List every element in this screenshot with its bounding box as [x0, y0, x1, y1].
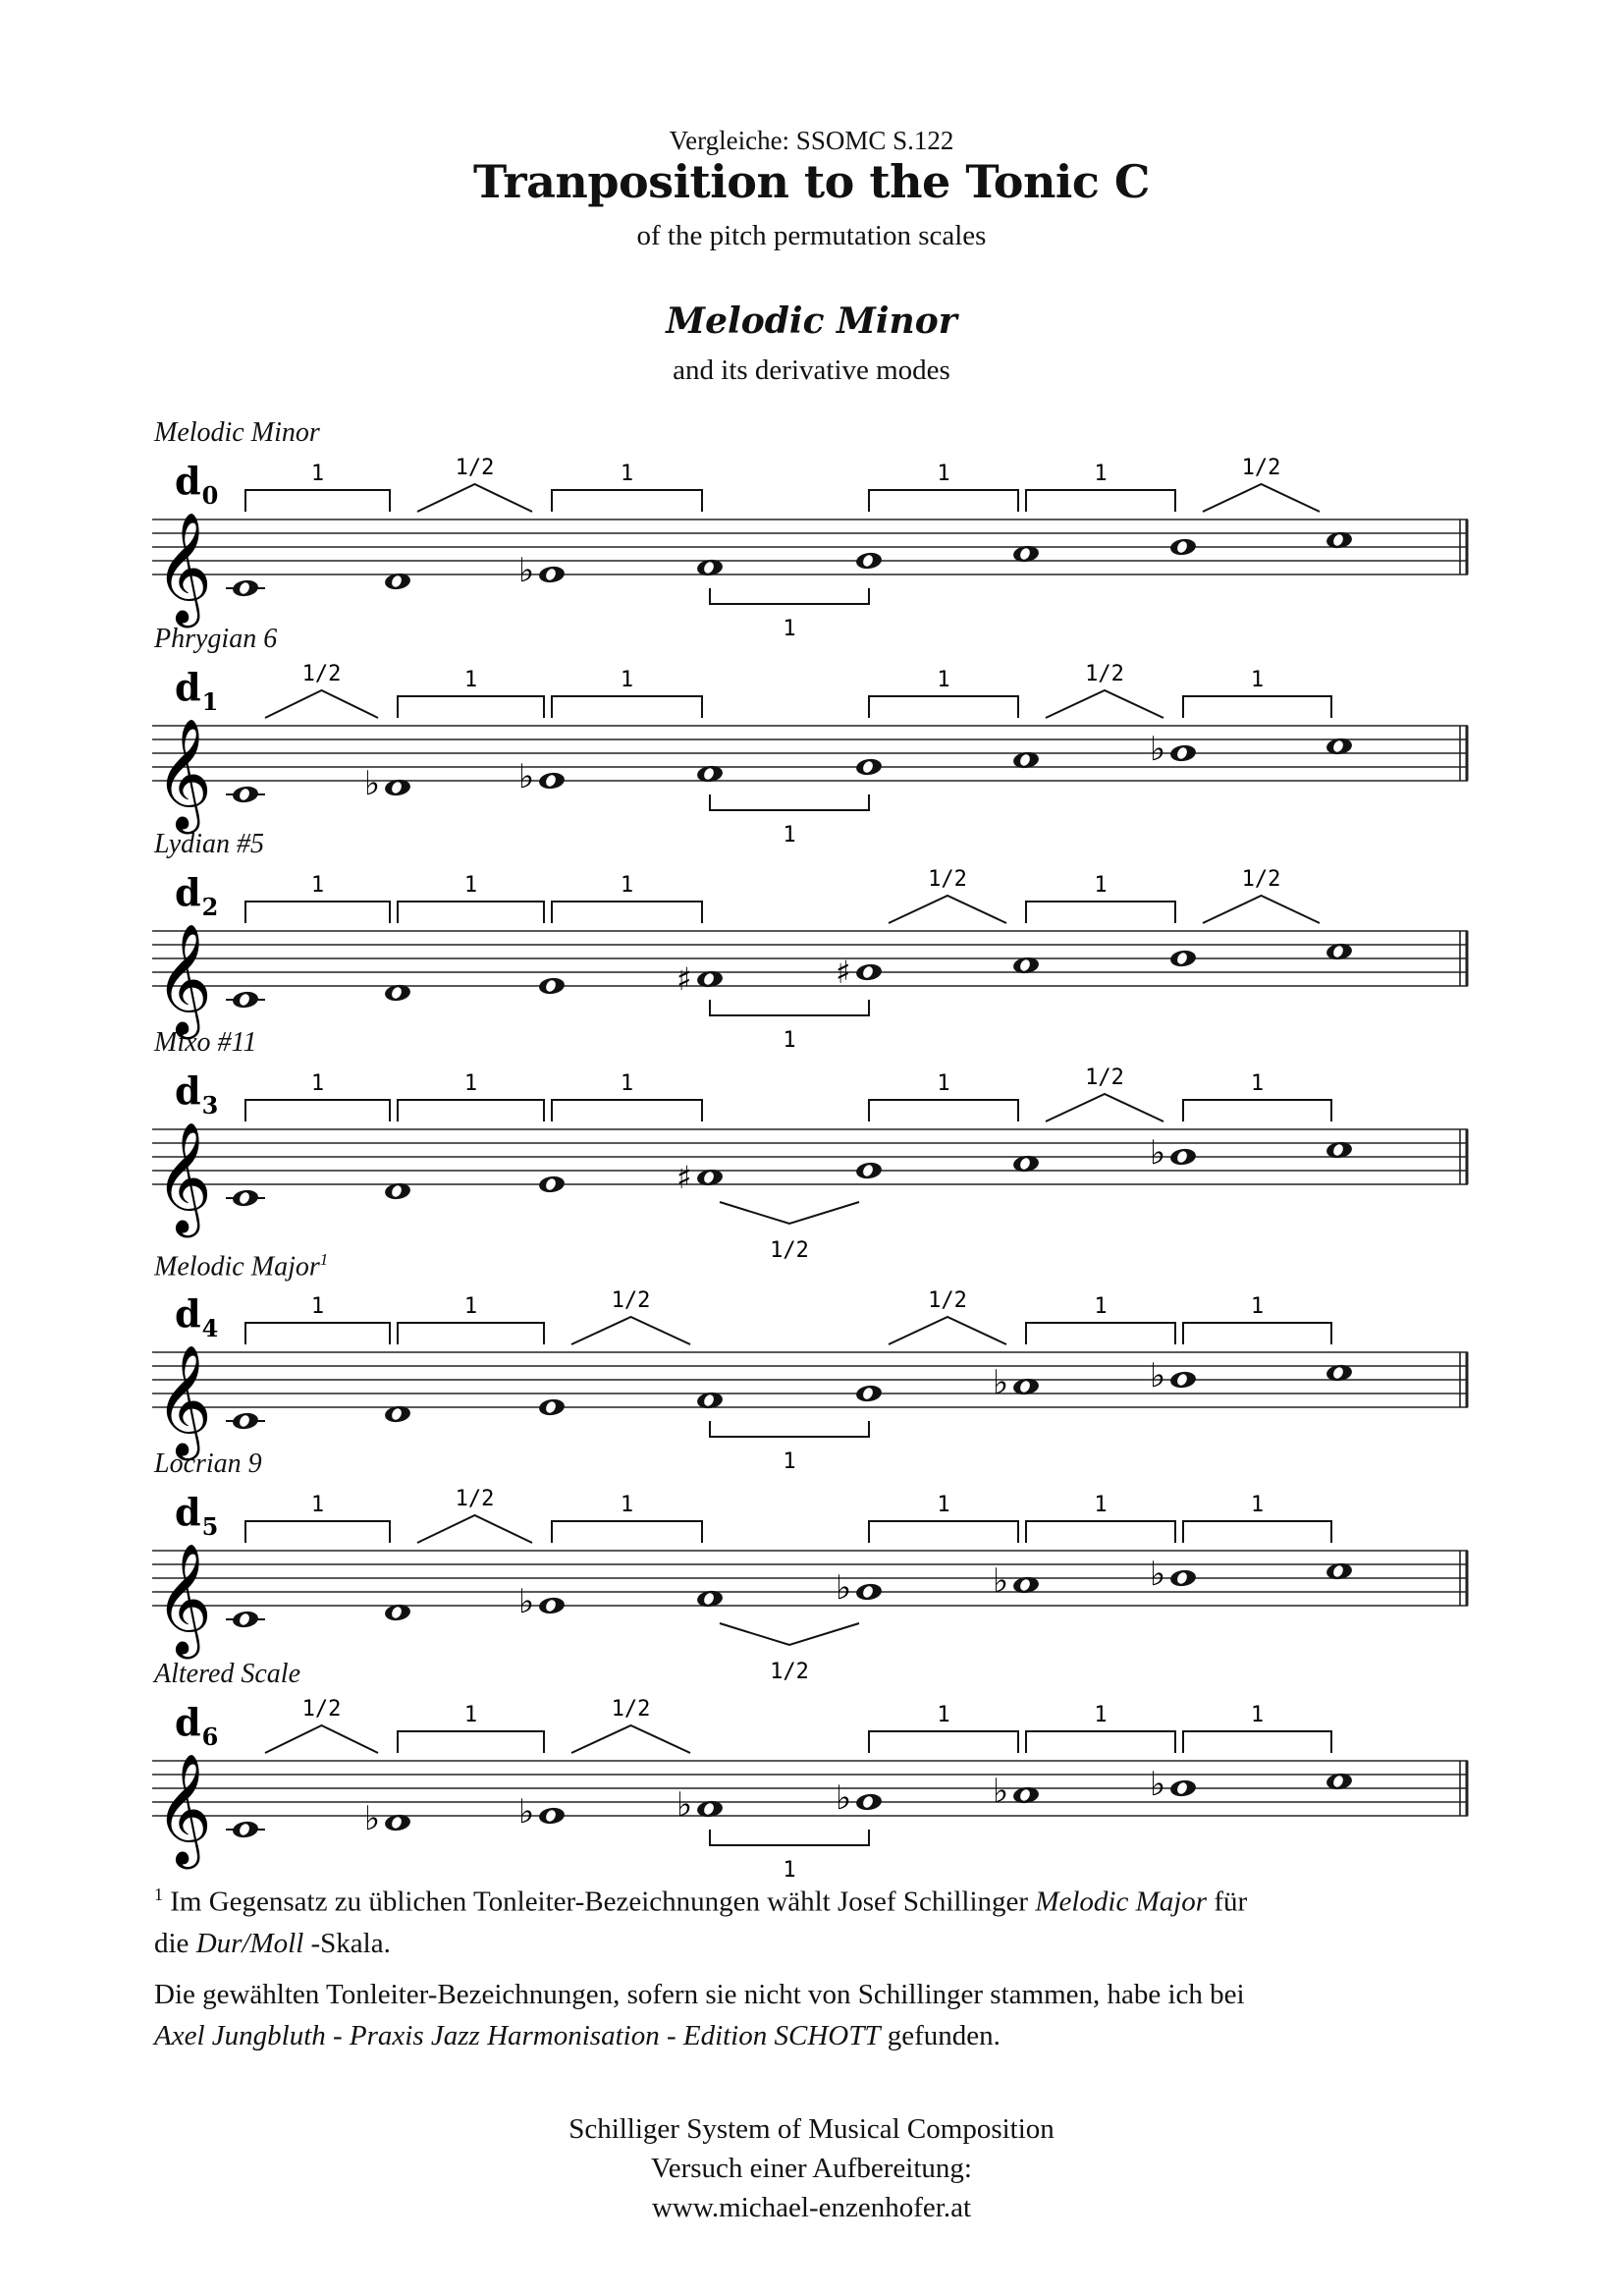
interval-bracket	[417, 1487, 532, 1543]
permutation-index: $d_3$	[175, 1068, 219, 1120]
svg-text:1/2: 1/2	[928, 1288, 967, 1313]
svg-text:1: 1	[783, 823, 796, 847]
permutation-index: $d_2$	[175, 870, 219, 921]
svg-text:1/2: 1/2	[301, 1697, 342, 1722]
whole-note	[1169, 537, 1197, 556]
svg-text:1: 1	[620, 668, 634, 692]
interval-bracket	[1183, 1071, 1331, 1121]
page-footer	[0, 2109, 1623, 2227]
interval-bracket	[869, 462, 1018, 512]
svg-text:1/2: 1/2	[455, 456, 495, 480]
flat-icon: ♭	[364, 764, 381, 803]
flat-icon: ♭	[518, 757, 535, 796]
footer-website[interactable]: www.michael-enzenhofer.at	[651, 2192, 972, 2223]
scale-name-label: Melodic Minor	[154, 417, 320, 448]
page-title: Tranposition to the Tonic C	[472, 155, 1151, 208]
whole-note	[226, 1411, 265, 1430]
whole-note	[676, 1785, 724, 1825]
footer-line-1: Schilliger System of Musical Composition	[568, 2113, 1055, 2145]
interval-bracket	[417, 456, 532, 512]
interval-bracket	[1026, 1294, 1175, 1344]
whole-note	[538, 1175, 566, 1193]
interval-bracket	[552, 873, 702, 923]
flat-icon: ♭	[836, 1568, 852, 1608]
svg-text:1: 1	[783, 1449, 796, 1474]
interval-bracket	[720, 1623, 859, 1684]
interval-bracket	[869, 668, 1018, 718]
interval-bracket	[1183, 1493, 1331, 1543]
whole-note	[364, 764, 411, 803]
permutation-index: $d_1$	[175, 665, 219, 716]
whole-note	[518, 1792, 566, 1831]
whole-note	[1150, 730, 1197, 769]
interval-bracket	[245, 1493, 390, 1543]
svg-text:1: 1	[310, 1294, 325, 1319]
scale-name-label: Mixo #11	[154, 1027, 257, 1058]
whole-note	[538, 976, 566, 995]
footnote	[154, 1874, 1480, 2056]
flat-icon: ♭	[518, 551, 535, 590]
interval-bracket	[1183, 1294, 1331, 1344]
section-subtitle: and its derivative modes	[673, 355, 950, 386]
treble-clef-icon: 𝄞	[155, 923, 212, 1035]
treble-clef-icon: 𝄞	[155, 512, 212, 624]
svg-text:1: 1	[310, 1071, 325, 1096]
treble-clef-icon: 𝄞	[155, 1543, 212, 1655]
sharp-icon: ♯	[676, 960, 692, 998]
staff-system	[152, 1487, 1468, 1684]
scale-name-label: Altered Scale	[154, 1659, 301, 1689]
svg-text:1/2: 1/2	[455, 1487, 495, 1511]
source-note: Die gewählten Tonleiter-Bezeichnungen, sofern sie nicht von Schillinger stammen, habe ich bei Axel Jungbluth - Praxis Jazz Harmonisation - Edition SCHOTT gefunden.	[154, 1978, 1245, 2051]
svg-text:1: 1	[1250, 1071, 1265, 1096]
svg-text:1/2: 1/2	[611, 1697, 651, 1722]
svg-text:1: 1	[310, 462, 325, 486]
svg-text:1: 1	[783, 1858, 796, 1883]
interval-bracket	[1203, 867, 1320, 923]
interval-bracket	[571, 1288, 690, 1344]
svg-text:1: 1	[620, 462, 634, 486]
whole-note	[993, 1772, 1040, 1811]
interval-bracket	[1026, 1703, 1175, 1753]
svg-text:1: 1	[1250, 668, 1265, 692]
svg-text:1/2: 1/2	[770, 1238, 809, 1263]
svg-text:1/2: 1/2	[1241, 456, 1281, 480]
whole-note	[226, 578, 265, 597]
flat-icon: ♭	[993, 1363, 1009, 1402]
flat-icon: ♭	[1150, 1133, 1166, 1173]
whole-note	[518, 551, 566, 590]
footnote-line-1: $^1$ Im Gegensatz zu üblichen Tonleiter-Bezeichnungen wählt Josef Schillinger Melodic Major für	[154, 1885, 1248, 1918]
flat-icon: ♭	[1150, 1356, 1166, 1395]
svg-text:1: 1	[937, 1493, 950, 1517]
sharp-icon: ♯	[836, 954, 851, 991]
svg-text:1: 1	[783, 617, 796, 641]
whole-note	[538, 1397, 566, 1416]
svg-text:1: 1	[310, 873, 325, 898]
staff-system	[152, 662, 1468, 847]
interval-bracket	[552, 462, 702, 512]
whole-note	[1150, 1133, 1197, 1173]
treble-clef-icon: 𝄞	[155, 1121, 212, 1233]
interval-bracket	[710, 588, 869, 641]
interval-bracket	[1046, 662, 1163, 718]
flat-icon: ♭	[1150, 1765, 1166, 1804]
treble-clef-icon: 𝄞	[155, 1344, 212, 1456]
whole-note	[1169, 949, 1197, 967]
svg-text:1/2: 1/2	[770, 1660, 809, 1684]
whole-note	[993, 1363, 1040, 1402]
interval-bracket	[1183, 1703, 1331, 1753]
whole-note	[364, 1799, 411, 1838]
staff-system	[152, 456, 1468, 641]
svg-text:1: 1	[620, 873, 634, 898]
whole-note	[226, 1188, 265, 1207]
whole-note	[855, 1384, 883, 1402]
interval-bracket	[265, 662, 378, 718]
svg-text:1: 1	[463, 873, 478, 898]
whole-note	[226, 785, 265, 803]
permutation-index: $d_6$	[175, 1700, 219, 1751]
flat-icon: ♭	[1150, 730, 1166, 769]
whole-note	[855, 1161, 883, 1179]
interval-bracket	[889, 867, 1006, 923]
svg-text:1: 1	[463, 668, 478, 692]
whole-note	[1150, 1356, 1197, 1395]
scale-name-label: Lydian #5	[154, 829, 264, 859]
svg-text:1: 1	[1094, 1294, 1108, 1319]
svg-text:1: 1	[937, 1071, 950, 1096]
interval-bracket	[869, 1071, 1018, 1121]
sharp-icon: ♯	[676, 1159, 692, 1196]
section-title: Melodic Minor	[666, 301, 957, 342]
whole-note	[518, 757, 566, 796]
interval-bracket	[1026, 1493, 1175, 1543]
interval-bracket	[398, 873, 544, 923]
whole-note	[676, 960, 724, 998]
interval-bracket	[889, 1288, 1006, 1344]
permutation-index: $d_4$	[175, 1291, 219, 1342]
staff-system	[152, 1697, 1468, 1883]
whole-note	[836, 1568, 883, 1608]
flat-icon: ♭	[518, 1792, 535, 1831]
svg-text:1: 1	[937, 1703, 950, 1727]
svg-text:1: 1	[620, 1071, 634, 1096]
whole-note	[676, 1159, 724, 1196]
staff-system	[152, 1066, 1468, 1263]
flat-icon: ♭	[364, 1799, 381, 1838]
interval-bracket	[1026, 873, 1175, 923]
whole-note	[518, 1582, 566, 1621]
treble-clef-icon: 𝄞	[155, 718, 212, 830]
svg-text:1/2: 1/2	[1085, 1066, 1124, 1090]
interval-bracket	[869, 1703, 1018, 1753]
interval-bracket	[1183, 668, 1331, 718]
svg-text:1: 1	[310, 1493, 325, 1517]
whole-note	[226, 1610, 265, 1628]
svg-text:1: 1	[463, 1071, 478, 1096]
staff-system	[152, 867, 1468, 1053]
flat-icon: ♭	[1150, 1555, 1166, 1594]
interval-bracket	[245, 462, 390, 512]
svg-text:1: 1	[1250, 1703, 1265, 1727]
whole-note	[855, 757, 883, 776]
footnote-line-2: die Dur/Moll -Skala.	[154, 1927, 391, 1959]
interval-bracket	[398, 1703, 544, 1753]
svg-text:1: 1	[1094, 873, 1108, 898]
compare-reference: Vergleiche: SSOMC S.122	[669, 126, 954, 155]
scale-name-label: Melodic Major$^1$	[154, 1250, 329, 1283]
footer-line-2: Versuch einer Aufbereitung:	[651, 2153, 972, 2184]
interval-bracket	[720, 1202, 859, 1263]
flat-icon: ♭	[836, 1778, 852, 1818]
svg-text:1: 1	[1094, 1493, 1108, 1517]
interval-bracket	[245, 1294, 390, 1344]
treble-clef-icon: 𝄞	[155, 1753, 212, 1865]
flat-icon: ♭	[993, 1772, 1009, 1811]
interval-bracket	[552, 1071, 702, 1121]
whole-note	[226, 1820, 265, 1838]
svg-text:1: 1	[463, 1294, 478, 1319]
svg-text:1: 1	[1094, 462, 1108, 486]
flat-icon: ♭	[676, 1785, 693, 1825]
svg-text:1: 1	[620, 1493, 634, 1517]
interval-bracket	[398, 1294, 544, 1344]
svg-text:1: 1	[937, 668, 950, 692]
svg-text:1/2: 1/2	[1241, 867, 1281, 892]
permutation-index: $d_0$	[175, 459, 219, 510]
interval-bracket	[710, 1000, 869, 1053]
interval-bracket	[245, 873, 390, 923]
interval-bracket	[552, 668, 702, 718]
interval-bracket	[398, 1071, 544, 1121]
svg-text:1/2: 1/2	[301, 662, 342, 686]
svg-text:1/2: 1/2	[1085, 662, 1124, 686]
whole-note	[855, 551, 883, 570]
svg-text:1: 1	[1094, 1703, 1108, 1727]
interval-bracket	[1203, 456, 1320, 512]
whole-note	[993, 1561, 1040, 1601]
footnote-marker: 1	[154, 1885, 163, 1904]
flat-icon: ♭	[993, 1561, 1009, 1601]
interval-bracket	[1026, 462, 1175, 512]
interval-bracket	[571, 1697, 690, 1753]
whole-note	[1150, 1765, 1197, 1804]
interval-bracket	[710, 794, 869, 847]
page-subtitle: of the pitch permutation scales	[636, 220, 987, 251]
svg-text:1: 1	[463, 1703, 478, 1727]
footnote-ref[interactable]: 1	[319, 1250, 329, 1269]
scale-name-label: Locrian 9	[154, 1449, 262, 1479]
svg-text:1: 1	[783, 1028, 796, 1053]
interval-bracket	[1046, 1066, 1163, 1121]
whole-note	[226, 990, 265, 1009]
staff-system	[152, 1288, 1468, 1474]
svg-text:1: 1	[1250, 1294, 1265, 1319]
interval-bracket	[398, 668, 544, 718]
svg-text:1: 1	[937, 462, 950, 486]
interval-bracket	[552, 1493, 702, 1543]
scale-name-label: Phrygian 6	[154, 624, 278, 654]
interval-bracket	[265, 1697, 378, 1753]
interval-bracket	[869, 1493, 1018, 1543]
svg-text:1/2: 1/2	[611, 1288, 651, 1313]
flat-icon: ♭	[518, 1582, 535, 1621]
whole-note	[1150, 1555, 1197, 1594]
whole-note	[836, 1778, 883, 1818]
svg-text:1/2: 1/2	[928, 867, 967, 892]
permutation-index: $d_5$	[175, 1490, 219, 1541]
interval-bracket	[710, 1421, 869, 1474]
interval-bracket	[245, 1071, 390, 1121]
svg-text:1: 1	[1250, 1493, 1265, 1517]
